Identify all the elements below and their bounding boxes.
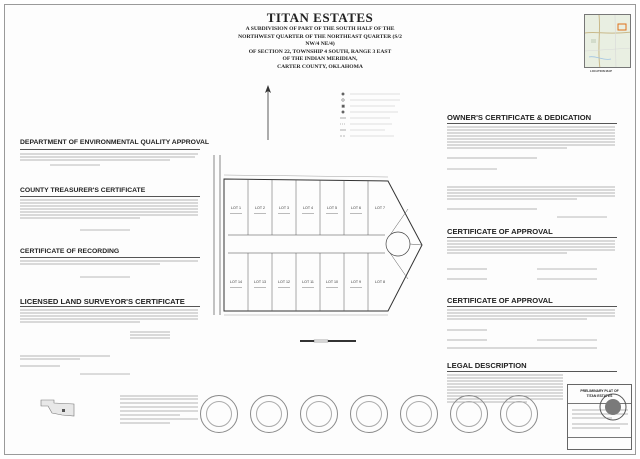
owner-text-block xyxy=(447,125,617,230)
lot-label: LOT 8 xyxy=(375,280,385,284)
approval-certificate-heading-2: CERTIFICATE OF APPROVAL xyxy=(447,296,553,305)
recording-certificate-heading: CERTIFICATE OF RECORDING xyxy=(20,248,120,255)
lot-label: LOT 14 xyxy=(230,280,242,284)
lot-label: LOT 9 xyxy=(351,280,361,284)
lot-label: LOT 12 xyxy=(278,280,290,284)
heading-rule xyxy=(447,371,617,372)
deq-text-block xyxy=(20,152,200,166)
lot-label: LOT 6 xyxy=(351,206,361,210)
title-block-divider xyxy=(568,437,631,438)
approval-1-text-block xyxy=(447,239,617,289)
subtitle-line: OF THE INDIAN MERIDIAN, xyxy=(282,56,358,63)
legal-description-heading: LEGAL DESCRIPTION xyxy=(447,361,527,370)
surveyor-seal-stamp xyxy=(450,395,488,433)
approval-certificate-heading-1: CERTIFICATE OF APPROVAL xyxy=(447,227,553,236)
subtitle-line: OF SECTION 22, TOWNSHIP 4 SOUTH, RANGE 3 EAST xyxy=(248,48,392,55)
text-lines xyxy=(447,125,617,230)
subtitle-line: NORTHWEST QUARTER OF THE NORTHEAST QUARTER (S/2 NW/4 NE/4) xyxy=(238,33,402,48)
heading-rule xyxy=(20,196,200,197)
document-title: TITAN ESTATES xyxy=(266,10,374,25)
text-lines xyxy=(20,259,200,281)
lot-label: LOT 11 xyxy=(302,280,314,284)
heading-rule xyxy=(447,237,617,238)
lot-label: LOT 2 xyxy=(255,206,265,210)
document-subtitle xyxy=(235,26,405,72)
lots-north xyxy=(231,206,385,210)
owner-certificate-heading: OWNER'S CERTIFICATE & DEDICATION xyxy=(447,113,592,122)
lot-label: LOT 13 xyxy=(254,280,266,284)
location-map xyxy=(584,14,631,68)
title-block-line-1: PRELIMINARY PLAT OF xyxy=(580,389,619,393)
recording-text-block xyxy=(20,259,200,281)
engineer-seal-icon xyxy=(598,392,628,422)
text-lines xyxy=(20,308,200,386)
subtitle-line: CARTER COUNTY, OKLAHOMA xyxy=(277,63,363,70)
surveyor-seal-stamp xyxy=(250,395,288,433)
surveyor-seal-stamp xyxy=(200,395,238,433)
subtitle-line: A SUBDIVISION OF PART OF THE SOUTH HALF OF THE xyxy=(245,26,395,32)
heading-rule xyxy=(20,306,200,307)
treasurer-text-block xyxy=(20,198,200,238)
surveyor-certificate-heading: LICENSED LAND SURVEYOR'S CERTIFICATE xyxy=(20,297,185,306)
heading-rule xyxy=(447,306,617,307)
text-lines xyxy=(120,394,200,434)
treasurer-certificate-heading: COUNTY TREASURER'S CERTIFICATE xyxy=(20,187,146,194)
text-lines xyxy=(20,198,200,238)
title-block-line-2: TITAN ESTATES xyxy=(586,394,613,398)
heading-rule xyxy=(20,149,200,150)
surveyor-seal-stamp xyxy=(400,395,438,433)
lot-label: LOT 5 xyxy=(327,206,337,210)
lot-label: LOT 1 xyxy=(231,206,241,210)
lot-label: LOT 10 xyxy=(326,280,338,284)
text-lines xyxy=(447,239,617,289)
location-map-caption: LOCATION MAP xyxy=(590,69,613,73)
scale-bar xyxy=(300,340,356,342)
text-lines xyxy=(20,152,200,166)
state-outline-icon xyxy=(40,398,76,418)
lot-label: LOT 4 xyxy=(303,206,313,210)
surveyor-seal-stamp xyxy=(500,395,538,433)
location-map-drawing xyxy=(585,15,631,68)
lots-south xyxy=(230,280,385,284)
north-arrow-icon xyxy=(265,85,271,140)
heading-rule xyxy=(447,123,617,124)
surveyor-seal-stamp xyxy=(350,395,388,433)
heading-rule xyxy=(20,257,200,258)
surveyor-seal-stamp xyxy=(300,395,338,433)
approval-2-text-block xyxy=(447,308,617,356)
text-lines xyxy=(447,308,617,356)
surveyor-text-block xyxy=(20,308,200,386)
lot-label: LOT 7 xyxy=(375,206,385,210)
deq-approval-heading: DEPARTMENT OF ENVIRONMENTAL QUALITY APPROVAL xyxy=(20,139,210,146)
plat-notes-block xyxy=(120,394,200,434)
lot-label: LOT 3 xyxy=(279,206,289,210)
plat-drawing xyxy=(180,85,445,355)
